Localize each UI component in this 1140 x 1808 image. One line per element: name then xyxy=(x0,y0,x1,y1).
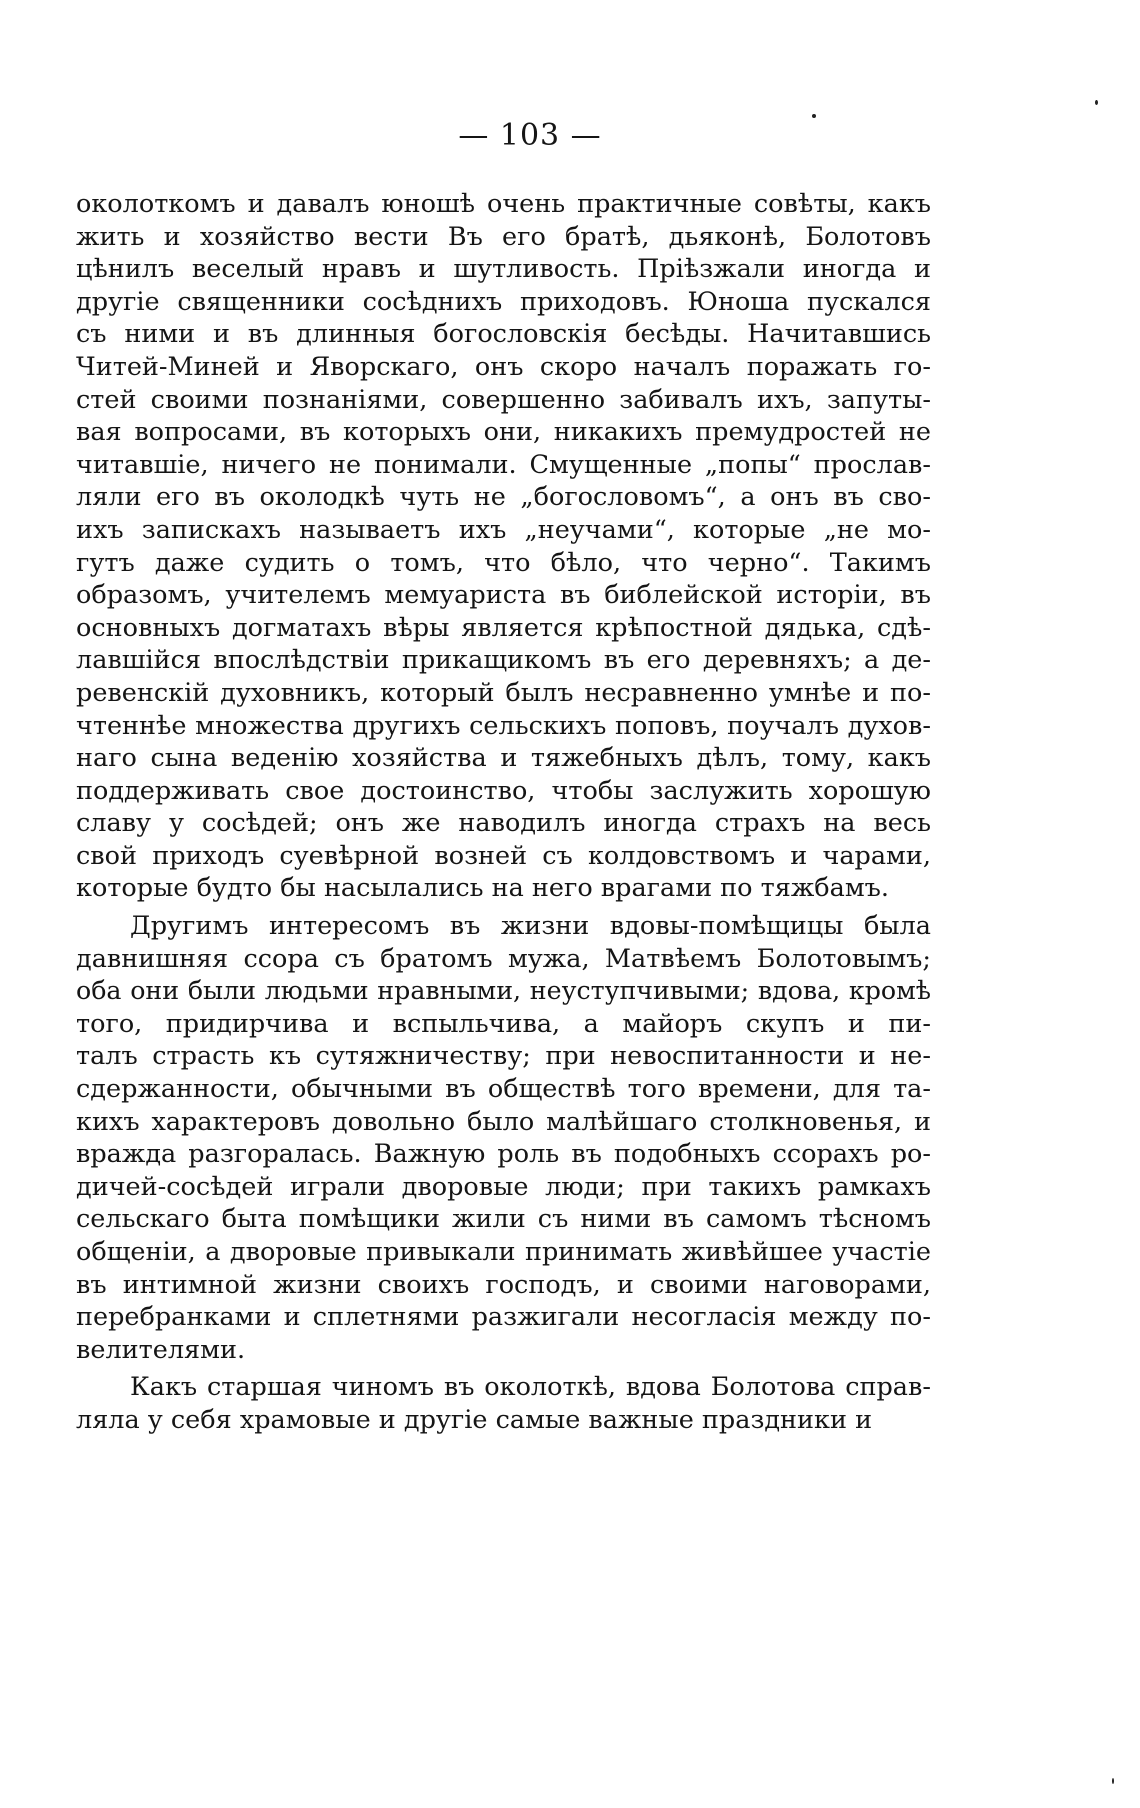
text-line: Какъ старшая чиномъ въ околоткѣ, вдова Болотова справ- xyxy=(130,1372,931,1403)
text-line: поддерживать свое достоинство, чтобы заслужить хорошую xyxy=(76,775,931,806)
text-line: талъ страсть къ сутяжничеству; при невоспитанности и не- xyxy=(76,1041,931,1072)
print-speck xyxy=(812,114,816,118)
text-line: Другимъ интересомъ въ жизни вдовы-помѣщицы была xyxy=(130,911,931,942)
text-line: свой приходъ суевѣрной возней съ колдовствомъ и чарами, xyxy=(76,840,931,871)
text-line: давнишняя ссора съ братомъ мужа, Матвѣемъ Болотовымъ; xyxy=(76,943,931,974)
text-line: славу у сосѣдей; онъ же наводилъ иногда страхъ на весь xyxy=(76,808,931,839)
paragraph xyxy=(76,188,931,905)
paragraph xyxy=(76,910,931,1366)
text-line: ревенскій духовникъ, который былъ несравненно умнѣе и по- xyxy=(76,677,931,708)
text-line: велителями. xyxy=(76,1334,246,1365)
text-line: кихъ характеровъ довольно было малѣйшаго столкновенья, и xyxy=(76,1106,931,1137)
text-line: ихъ запискахъ называетъ ихъ „неучами“, которые „не мо- xyxy=(76,514,931,545)
text-line: гутъ даже судить о томъ, что бѣло, что черно“. Такимъ xyxy=(76,547,931,578)
text-line: съ ними и въ длинныя богословскія бесѣды. Начитавшись xyxy=(76,319,931,350)
paragraph xyxy=(76,1371,931,1436)
text-line: которые будто бы насылались на него врагами по тяжбамъ. xyxy=(76,873,889,904)
text-line: чтеннѣе множества другихъ сельскихъ поповъ, поучалъ духов- xyxy=(76,710,931,741)
text-line: другіе священники сосѣднихъ приходовъ. Юноша пускался xyxy=(76,286,931,317)
text-line: жить и хозяйство вести Въ его братѣ, дьяконѣ, Болотовъ xyxy=(76,221,931,252)
text-line: сельскаго быта помѣщики жили съ ними въ самомъ тѣсномъ xyxy=(76,1204,931,1235)
text-line: ляли его въ околодкѣ чуть не „богословомъ“, а онъ въ сво- xyxy=(76,482,931,513)
text-line: въ интимной жизни своихъ господъ, и своими наговорами, xyxy=(76,1269,931,1300)
print-speck xyxy=(1112,1778,1114,1784)
text-line: вая вопросами, въ которыхъ они, никакихъ премудростей не xyxy=(76,417,931,448)
text-line: читавшіе, ничего не понимали. Смущенные „попы“ прослав- xyxy=(76,449,931,480)
text-line: оба они были людьми нравными, неуступчивыми; вдова, кромѣ xyxy=(76,976,931,1006)
page-number: — 103 — xyxy=(458,118,602,153)
text-line: дичей-сосѣдей играли дворовые люди; при такихъ рамкахъ xyxy=(76,1171,931,1202)
print-speck xyxy=(1095,100,1098,105)
text-line: ляла у себя храмовые и другіе самые важные праздники и xyxy=(76,1404,873,1435)
text-line: цѣнилъ веселый нравъ и шутливость. Пріѣзжали иногда и xyxy=(76,254,931,285)
text-line: вражда разгоралась. Важную роль въ подобныхъ ссорахъ ро- xyxy=(76,1139,931,1170)
body-text xyxy=(76,188,931,1437)
text-line: того, придирчива и вспыльчива, а майоръ скупъ и пи- xyxy=(76,1008,931,1039)
text-line: перебранками и сплетнями разжигали несогласія между по- xyxy=(76,1302,931,1333)
text-line: образомъ, учителемъ мемуариста въ библейской исторіи, въ xyxy=(76,580,931,611)
text-line: наго сына веденію хозяйства и тяжебныхъ дѣлъ, тому, какъ xyxy=(76,743,931,774)
text-line: Читей-Миней и Яворскаго, онъ скоро началъ поражать го- xyxy=(76,351,931,382)
text-line: основныхъ догматахъ вѣры является крѣпостной дядька, сдѣ- xyxy=(76,612,931,643)
text-line: стей своими познаніями, совершенно забивалъ ихъ, запуты- xyxy=(76,384,931,415)
text-line: околоткомъ и давалъ юношѣ очень практичные совѣты, какъ xyxy=(76,189,931,219)
text-line: общеніи, а дворовые привыкали принимать живѣйшее участіе xyxy=(76,1237,931,1267)
text-line: сдержанности, обычными въ обществѣ того времени, для та- xyxy=(76,1074,931,1105)
text-line: лавшійся впослѣдствіи прикащикомъ въ его деревняхъ; а де- xyxy=(76,645,931,676)
